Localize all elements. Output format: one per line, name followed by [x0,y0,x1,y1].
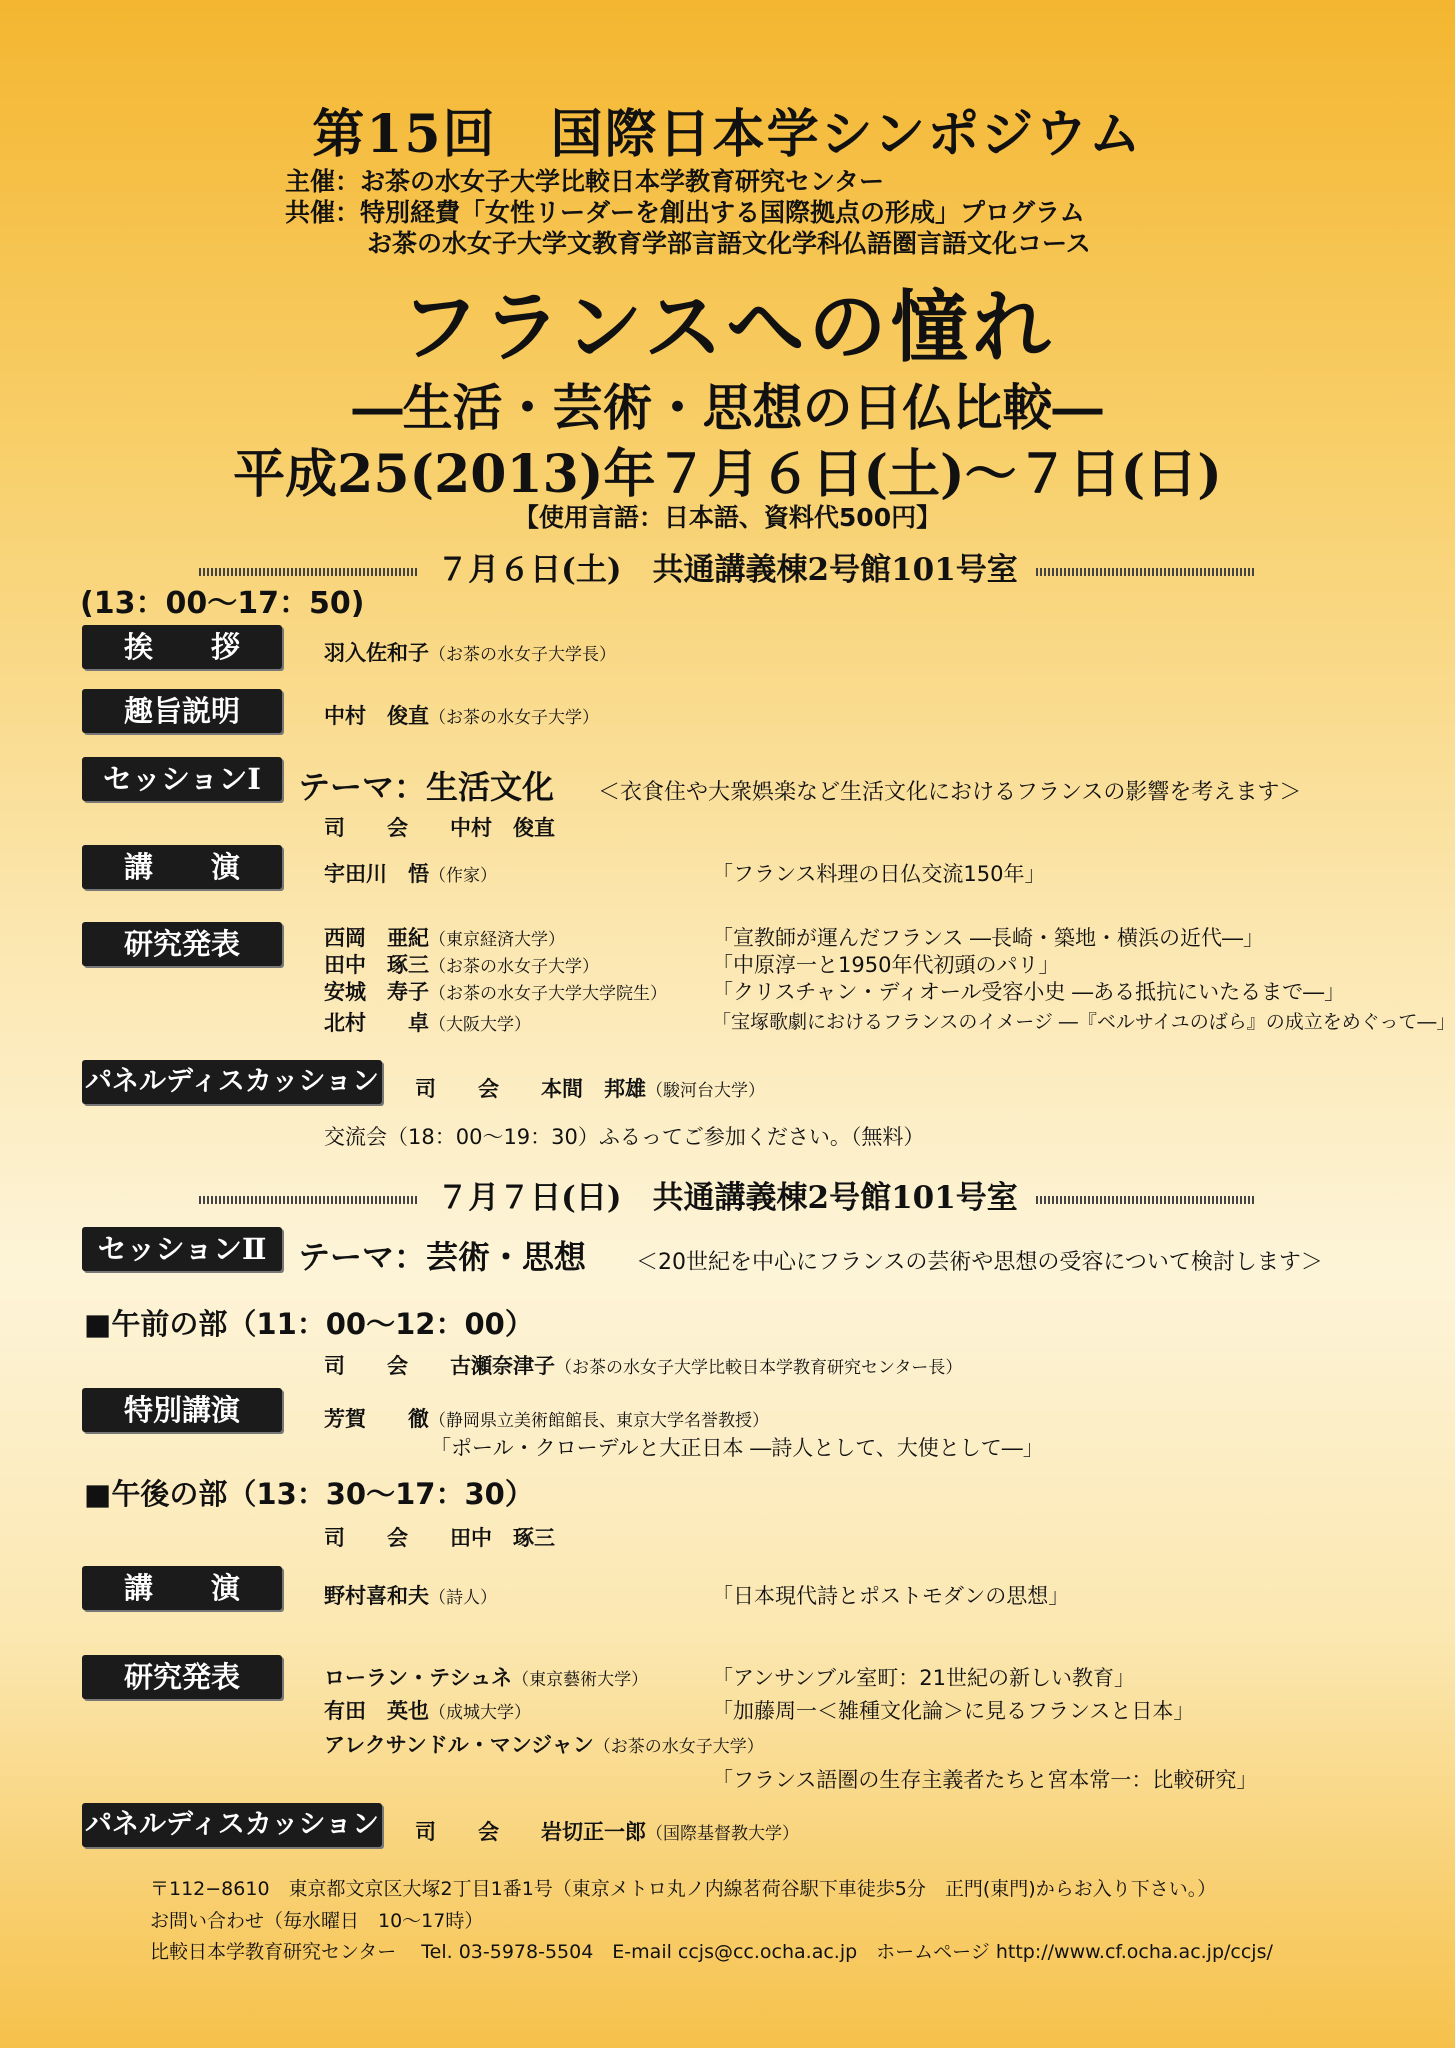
afternoon-section: ■午後の部（13：30～17：30） [84,1477,534,1511]
lecture2-label: 講 演 [82,1566,282,1610]
presentation-1: 西岡 亜紀（東京経済大学） [324,925,565,950]
presentation-3-title: 「クリスチャン・ディオール受容小史 ―ある抵抗にいたるまで―」 [712,980,1346,1004]
session2-description: ＜20世紀を中心にフランスの芸術や思想の受容について検討します＞ [636,1250,1323,1275]
presentation-6-title: 「加藤周一＜雑種文化論＞に見るフランスと日本」 [712,1699,1195,1723]
session1-moderator: 司 会 中村 俊直 [324,815,555,840]
day1-time: (13：00～17：50) [80,586,365,621]
cosponsor-1: 共催：特別経費「女性リーダーを創出する国際拠点の形成」プログラム [285,198,1085,227]
lecture2-title: 「日本現代詩とポストモダンの思想」 [712,1584,1070,1608]
panel2-label: パネルディスカッション [82,1803,382,1847]
divider-right [1036,568,1256,576]
session1-label: セッションⅠ [82,757,282,801]
organizer: 主催：お茶の水女子大学比較日本学教育研究センター [285,167,885,196]
presentation-1-title: 「宣教師が運んだフランス ―長崎・築地・横浜の近代―」 [712,926,1265,950]
greeting-label: 挨 拶 [82,625,282,669]
divider-right-2 [1036,1196,1256,1204]
day2-heading: ７月７日(日) 共通講義棟2号館101号室 [0,1172,1455,1217]
main-title: フランスへの憧れ [400,282,1055,373]
lecture1-title: 「フランス料理の日仏交流150年」 [712,862,1046,886]
purpose-label: 趣旨説明 [82,689,282,733]
reception: 交流会（18：00～19：30）ふるってご参加ください。（無料） [324,1125,925,1149]
morning-moderator: 司 会 古瀬奈津子（お茶の水女子大学比較日本学教育研究センター長） [324,1353,963,1378]
presentation-6: 有田 英也（成城大学） [324,1698,531,1723]
morning-section: ■午前の部（11：00～12：00） [84,1307,534,1341]
purpose-speaker: 中村 俊直（お茶の水女子大学） [324,703,599,728]
presentation-3: 安城 寿子（お茶の水女子大学大学院生） [324,979,667,1004]
special-lecture-title: 「ポール・クローデルと大正日本 ―詩人として、大使として―」 [430,1436,1044,1460]
special-lecture-speaker: 芳賀 徹（静岡県立美術館館長、東京大学名誉教授） [324,1406,769,1431]
lecture1-speaker: 宇田川 悟（作家） [324,861,497,886]
session2-label: セッションⅡ [82,1227,282,1271]
afternoon-moderator: 司 会 田中 琢三 [324,1525,555,1550]
presentation-5: ローラン・テシュネ（東京藝術大学） [324,1665,649,1690]
day1-heading: ７月６日(土) 共通講義棟2号館101号室 [0,544,1455,589]
symposium-title: 第15回 国際日本学シンポジウム [312,104,1143,165]
panel1-label: パネルディスカッション [82,1060,382,1104]
cosponsor-2: お茶の水女子大学文教育学部言語文化学科仏語圏言語文化コース [367,229,1091,258]
session1-theme: テーマ：生活文化 [298,768,555,806]
divider-left [199,568,419,576]
presentation-4: 北村 卓（大阪大学） [324,1010,531,1035]
special-lecture-label: 特別講演 [82,1388,282,1432]
session2-theme: テーマ：芸術・思想 [298,1238,587,1276]
divider-left-2 [199,1196,419,1204]
lecture1-label: 講 演 [82,845,282,889]
panel2-moderator: 司 会 岩切正一郎（国際基督教大学） [415,1819,799,1844]
presentation-7-title: 「フランス語圏の生存主義者たちと宮本常一：比較研究」 [712,1768,1258,1792]
panel1-moderator: 司 会 本間 邦雄（駿河台大学） [415,1076,765,1101]
presentation-4-title: 「宝塚歌劇におけるフランスのイメージ ―『ベルサイユのばら』の成立をめぐって―」 [712,1011,1455,1033]
event-dates: 平成25(2013)年７月６日(土)～７日(日) [233,444,1222,505]
language-note: 【使用言語：日本語、資料代500円】 [513,503,942,532]
greeting-speaker: 羽入佐和子（お茶の水女子大学長） [324,640,616,665]
subtitle: ―生活・芸術・思想の日仏比較― [352,378,1103,437]
research2-label: 研究発表 [82,1655,282,1699]
contact-info: 比較日本学教育研究センター Tel. 03-5978-5504 E-mail ccjs@cc.ocha.ac.jp ホームページ http://www.cf.ocha.ac.jp/ccjs/ [150,1941,1273,1963]
presentation-5-title: 「アンサンブル室町：21世紀の新しい教育」 [712,1666,1135,1690]
presentation-7: アレクサンドル・マンジャン（お茶の水女子大学） [324,1732,764,1757]
inquiry: お問い合わせ（毎水曜日 10〜17時） [150,1910,484,1932]
lecture2-speaker: 野村喜和夫（詩人） [324,1583,497,1608]
research1-label: 研究発表 [82,922,282,966]
presentation-2: 田中 琢三（お茶の水女子大学） [324,952,599,977]
session1-description: ＜衣食住や大衆娯楽など生活文化におけるフランスの影響を考えます＞ [598,780,1302,805]
presentation-2-title: 「中原淳一と1950年代初頭のパリ」 [712,953,1060,977]
address: 〒112−8610 東京都文京区大塚2丁目1番1号（東京メトロ丸ノ内線茗荷谷駅下車徒歩5分 正門(東門)からお入り下さい。） [150,1878,1217,1900]
